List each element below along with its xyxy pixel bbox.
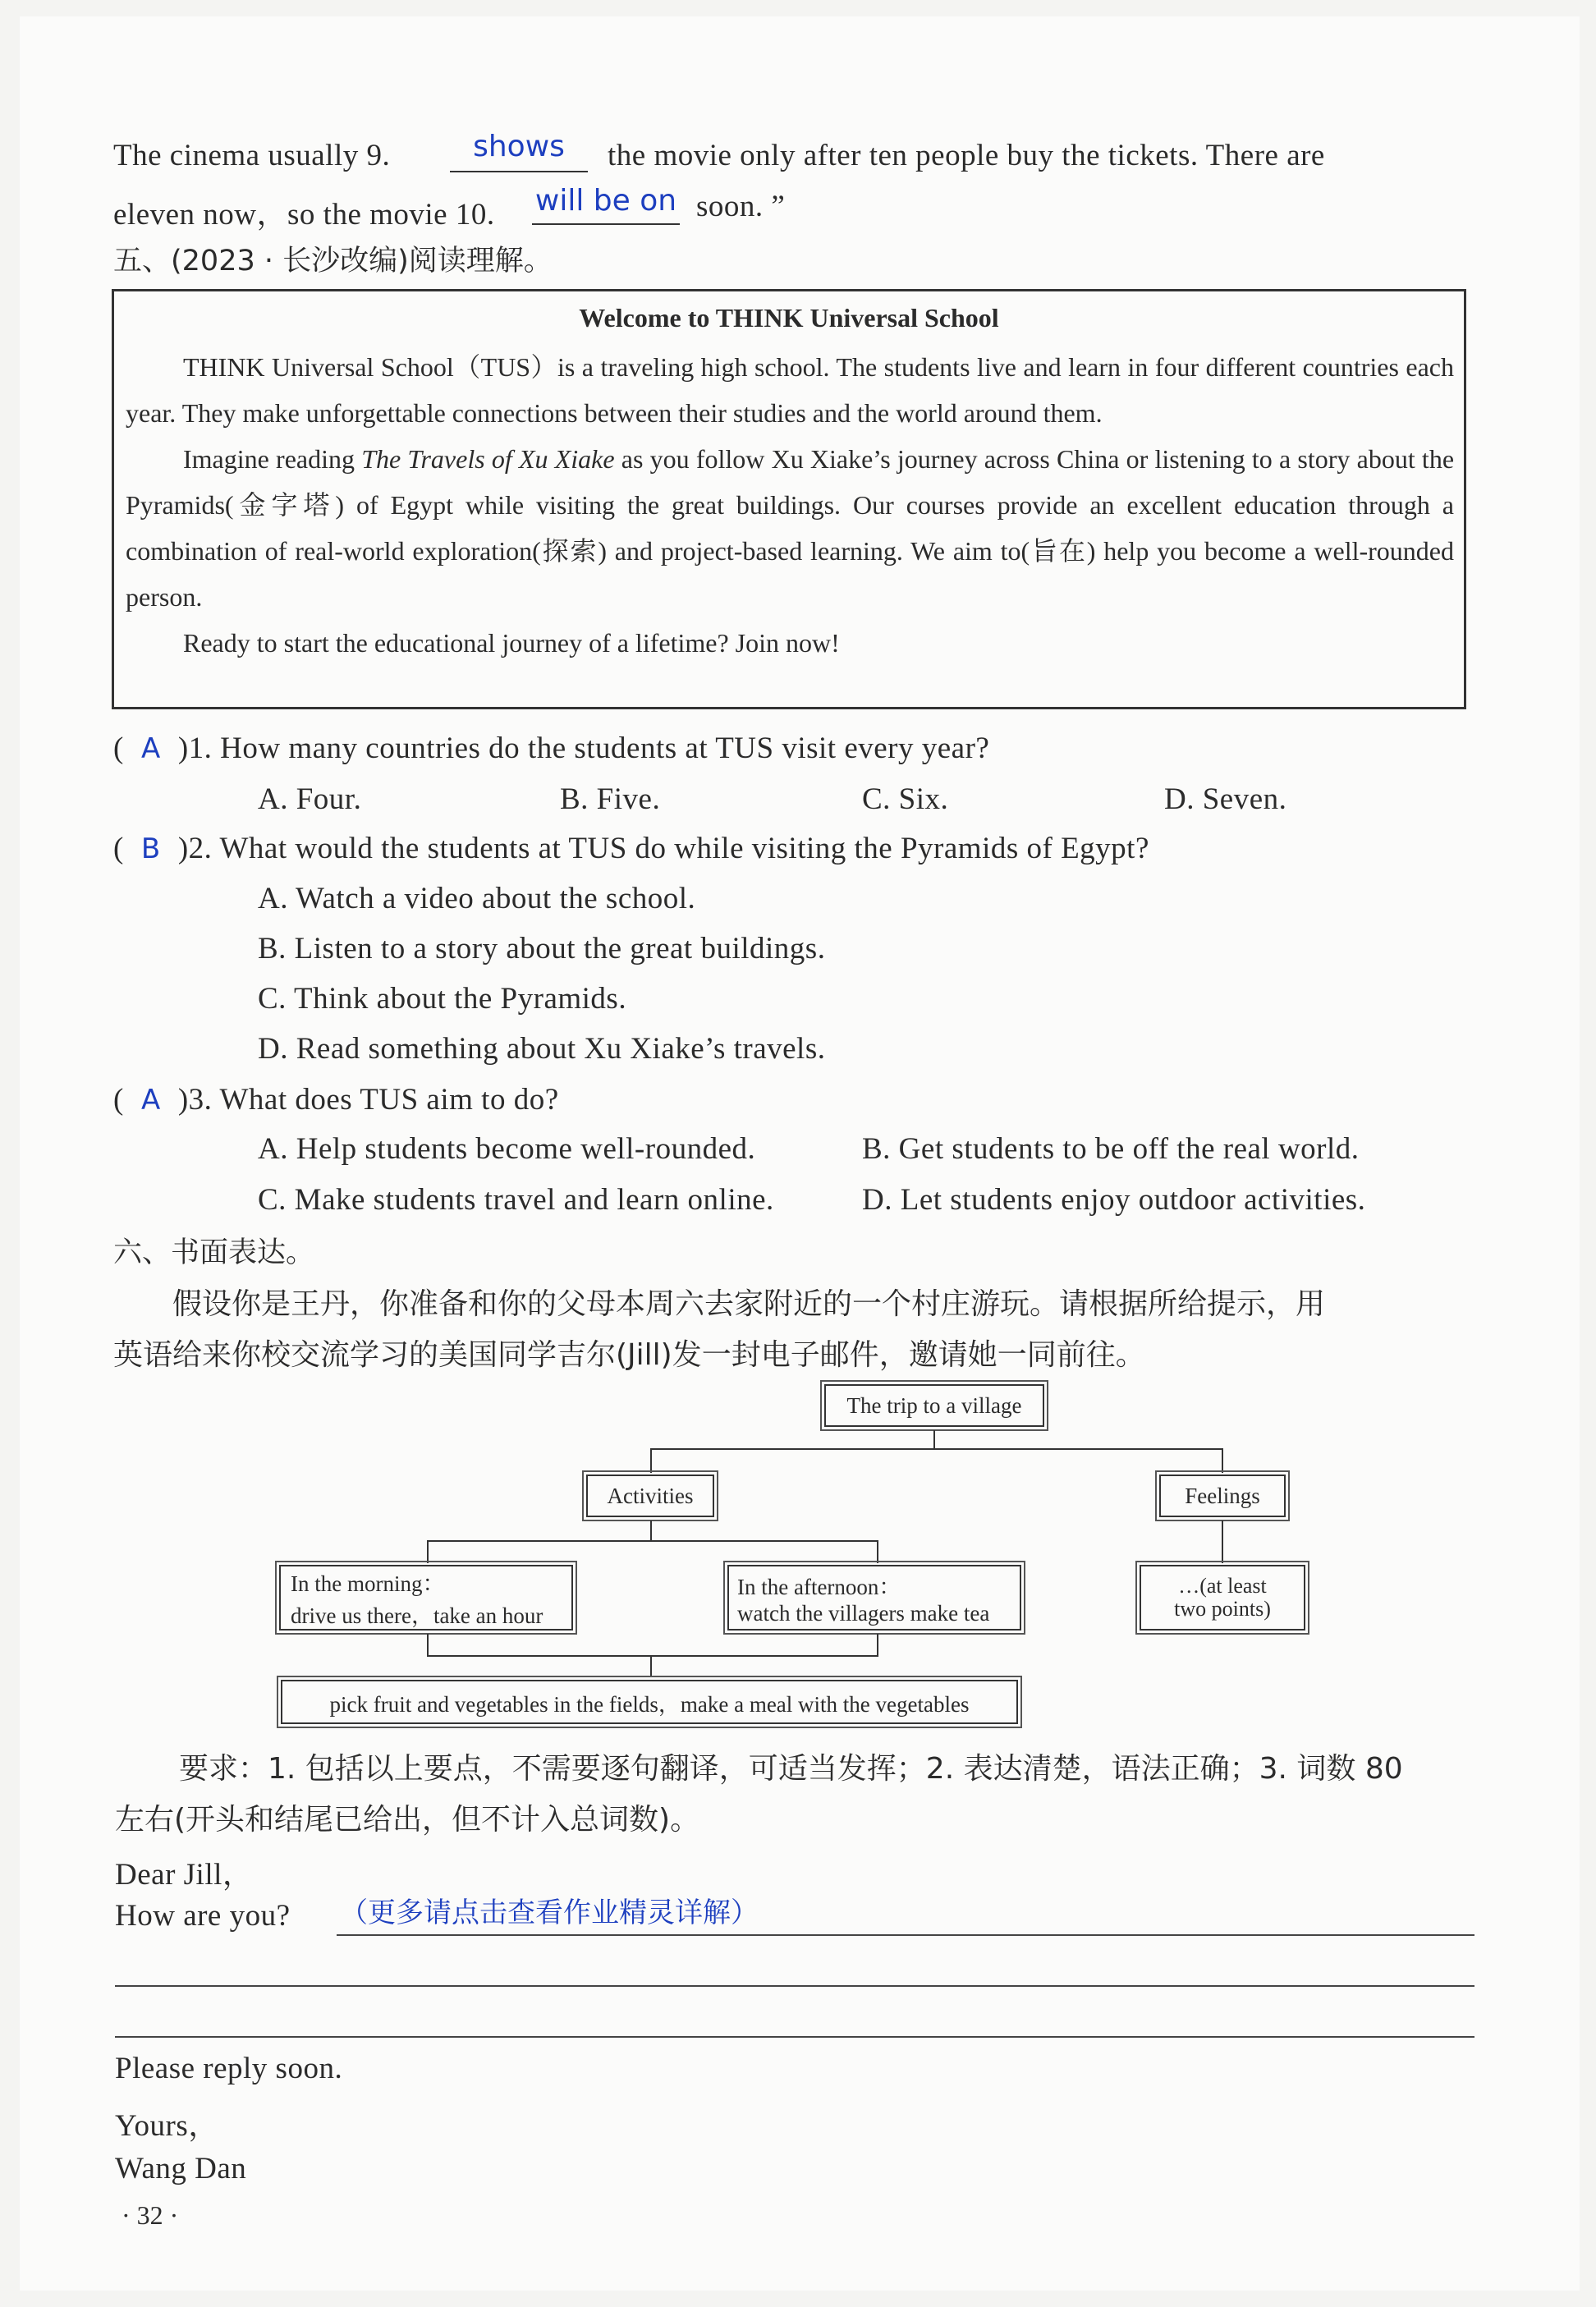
answer-q1: A [140,732,161,765]
section5-heading: 五、(2023 · 长沙改编)阅读理解。 [113,245,553,277]
answer-9: shows [473,130,565,163]
afternoon-detail: watch the villagers make tea [737,1601,990,1626]
mm-connector [1222,1448,1223,1473]
reading-passage-box [112,289,1466,709]
requirement-line-2: 左右(开头和结尾已给出，但不计入总词数)。 [115,1803,700,1837]
passage-title: Welcome to THINK Universal School [579,303,999,333]
morning-detail: drive us there，take an hour [291,1603,543,1628]
mindmap-activities: Activities [586,1475,714,1517]
question-2: ( B )2. What would the students at TUS do while visiting the Pyramids of Egypt? [113,832,1149,865]
answer-10: will be on [534,184,677,218]
prompt-line-2: 英语给来你校交流学习的美国同学吉尔(Jill)发一封电子邮件，邀请她一同前往。 [113,1338,1145,1372]
letter-closing-2: Yours， [115,2109,219,2143]
mm-connector [650,1448,652,1473]
q1-option-c: C. Six. [862,782,949,816]
q3-option-a: A. Help students become well-rounded. [258,1132,756,1166]
section6-heading: 六、书面表达。 [113,1236,315,1269]
blank-9-underline [450,171,588,172]
fill-line-1-part1: The cinema usually 9. [113,139,391,172]
q1-option-a: A. Four. [258,782,362,816]
letter-closing-1: Please reply soon. [115,2052,343,2085]
writing-line-1 [337,1934,1474,1936]
q3-option-c: C. Make students travel and learn online. [258,1183,774,1217]
q2-option-a: A. Watch a video about the school. [258,882,696,915]
mm-connector [877,1634,878,1657]
fill-line-2-part2: soon. ” [696,190,786,223]
passage-body [126,344,1454,666]
afternoon-label: In the afternoon： [737,1575,901,1599]
mm-connector [650,1520,652,1540]
mindmap-afternoon [727,1565,1021,1630]
page-number: · 32 · [122,2200,179,2230]
letter-signature: Wang Dan [115,2152,247,2185]
mm-connector [427,1540,429,1563]
mm-connector [650,1655,652,1676]
mindmap-root: The trip to a village [824,1384,1044,1427]
question-1: ( A )1. How many countries do the students at TUS visit every year? [113,732,990,765]
answer-q3: A [140,1084,161,1117]
answer-q2: B [140,832,161,865]
blank-10-underline [532,223,680,225]
mm-connector [427,1634,429,1657]
mm-connector [877,1540,878,1563]
solution-link[interactable]: （更多请点击查看作业精灵详解） [340,1897,759,1929]
mm-connector [427,1540,878,1542]
q3-option-d: D. Let students enjoy outdoor activities. [862,1183,1366,1217]
morning-label: In the morning： [291,1571,445,1596]
question-3: ( A )3. What does TUS aim to do? [113,1083,559,1117]
letter-opening: How are you? [115,1899,291,1933]
q2-option-c: C. Think about the Pyramids. [258,982,627,1016]
passage-para-3: Ready to start the educational journey of a lifetime? Join now! [183,628,840,658]
passage-para-2: Imagine reading The Travels of Xu Xiake as you follow Xu Xiake’s journey across China or listening to a story about the Pyramids(金字塔) of Egypt while visiting the great buildings. Our courses provide an excellent education through a combination of real-world exploration(探索) and project-based learning. We aim to(旨在) help you become a well-rounded person. [126,444,1455,612]
prompt-line-1: 假设你是王丹，你准备和你的父母本周六去家附近的一个村庄游玩。请根据所给提示，用 [172,1287,1326,1321]
q3-option-b: B. Get students to be off the real world. [862,1132,1360,1166]
mm-connector [933,1430,935,1448]
mm-connector [427,1655,878,1657]
fill-line-1-part2: the movie only after ten people buy the tickets. There are [608,139,1325,172]
q1-option-b: B. Five. [560,782,661,816]
writing-line-2 [115,1985,1474,1987]
q1-option-d: D. Seven. [1164,782,1287,816]
mindmap-feelings-detail: …(at least two points) [1140,1565,1305,1630]
mindmap-bottom: pick fruit and vegetables in the fields，make a meal with the vegetables [281,1680,1018,1724]
requirement-line-1: 要求：1. 包括以上要点，不需要逐句翻译，可适当发挥；2. 表达清楚，语法正确；3. 词数 80 [179,1752,1403,1786]
writing-line-3 [115,2036,1474,2038]
passage-para-1: THINK Universal School（TUS）is a traveling high school. The students live and learn in four different countries each year. They make unforgettable connections between their studies and the world around them. [126,352,1454,428]
q2-option-b: B. Listen to a story about the great buildings. [258,932,826,965]
letter-greeting: Dear Jill， [115,1858,254,1892]
mindmap-feelings: Feelings [1159,1475,1286,1517]
mm-connector [1222,1520,1223,1563]
mm-connector [650,1448,1223,1450]
q2-option-d: D. Read something about Xu Xiake’s travels. [258,1032,826,1066]
mindmap-morning [279,1565,573,1630]
fill-line-2-part1: eleven now，so the movie 10. [113,198,495,232]
